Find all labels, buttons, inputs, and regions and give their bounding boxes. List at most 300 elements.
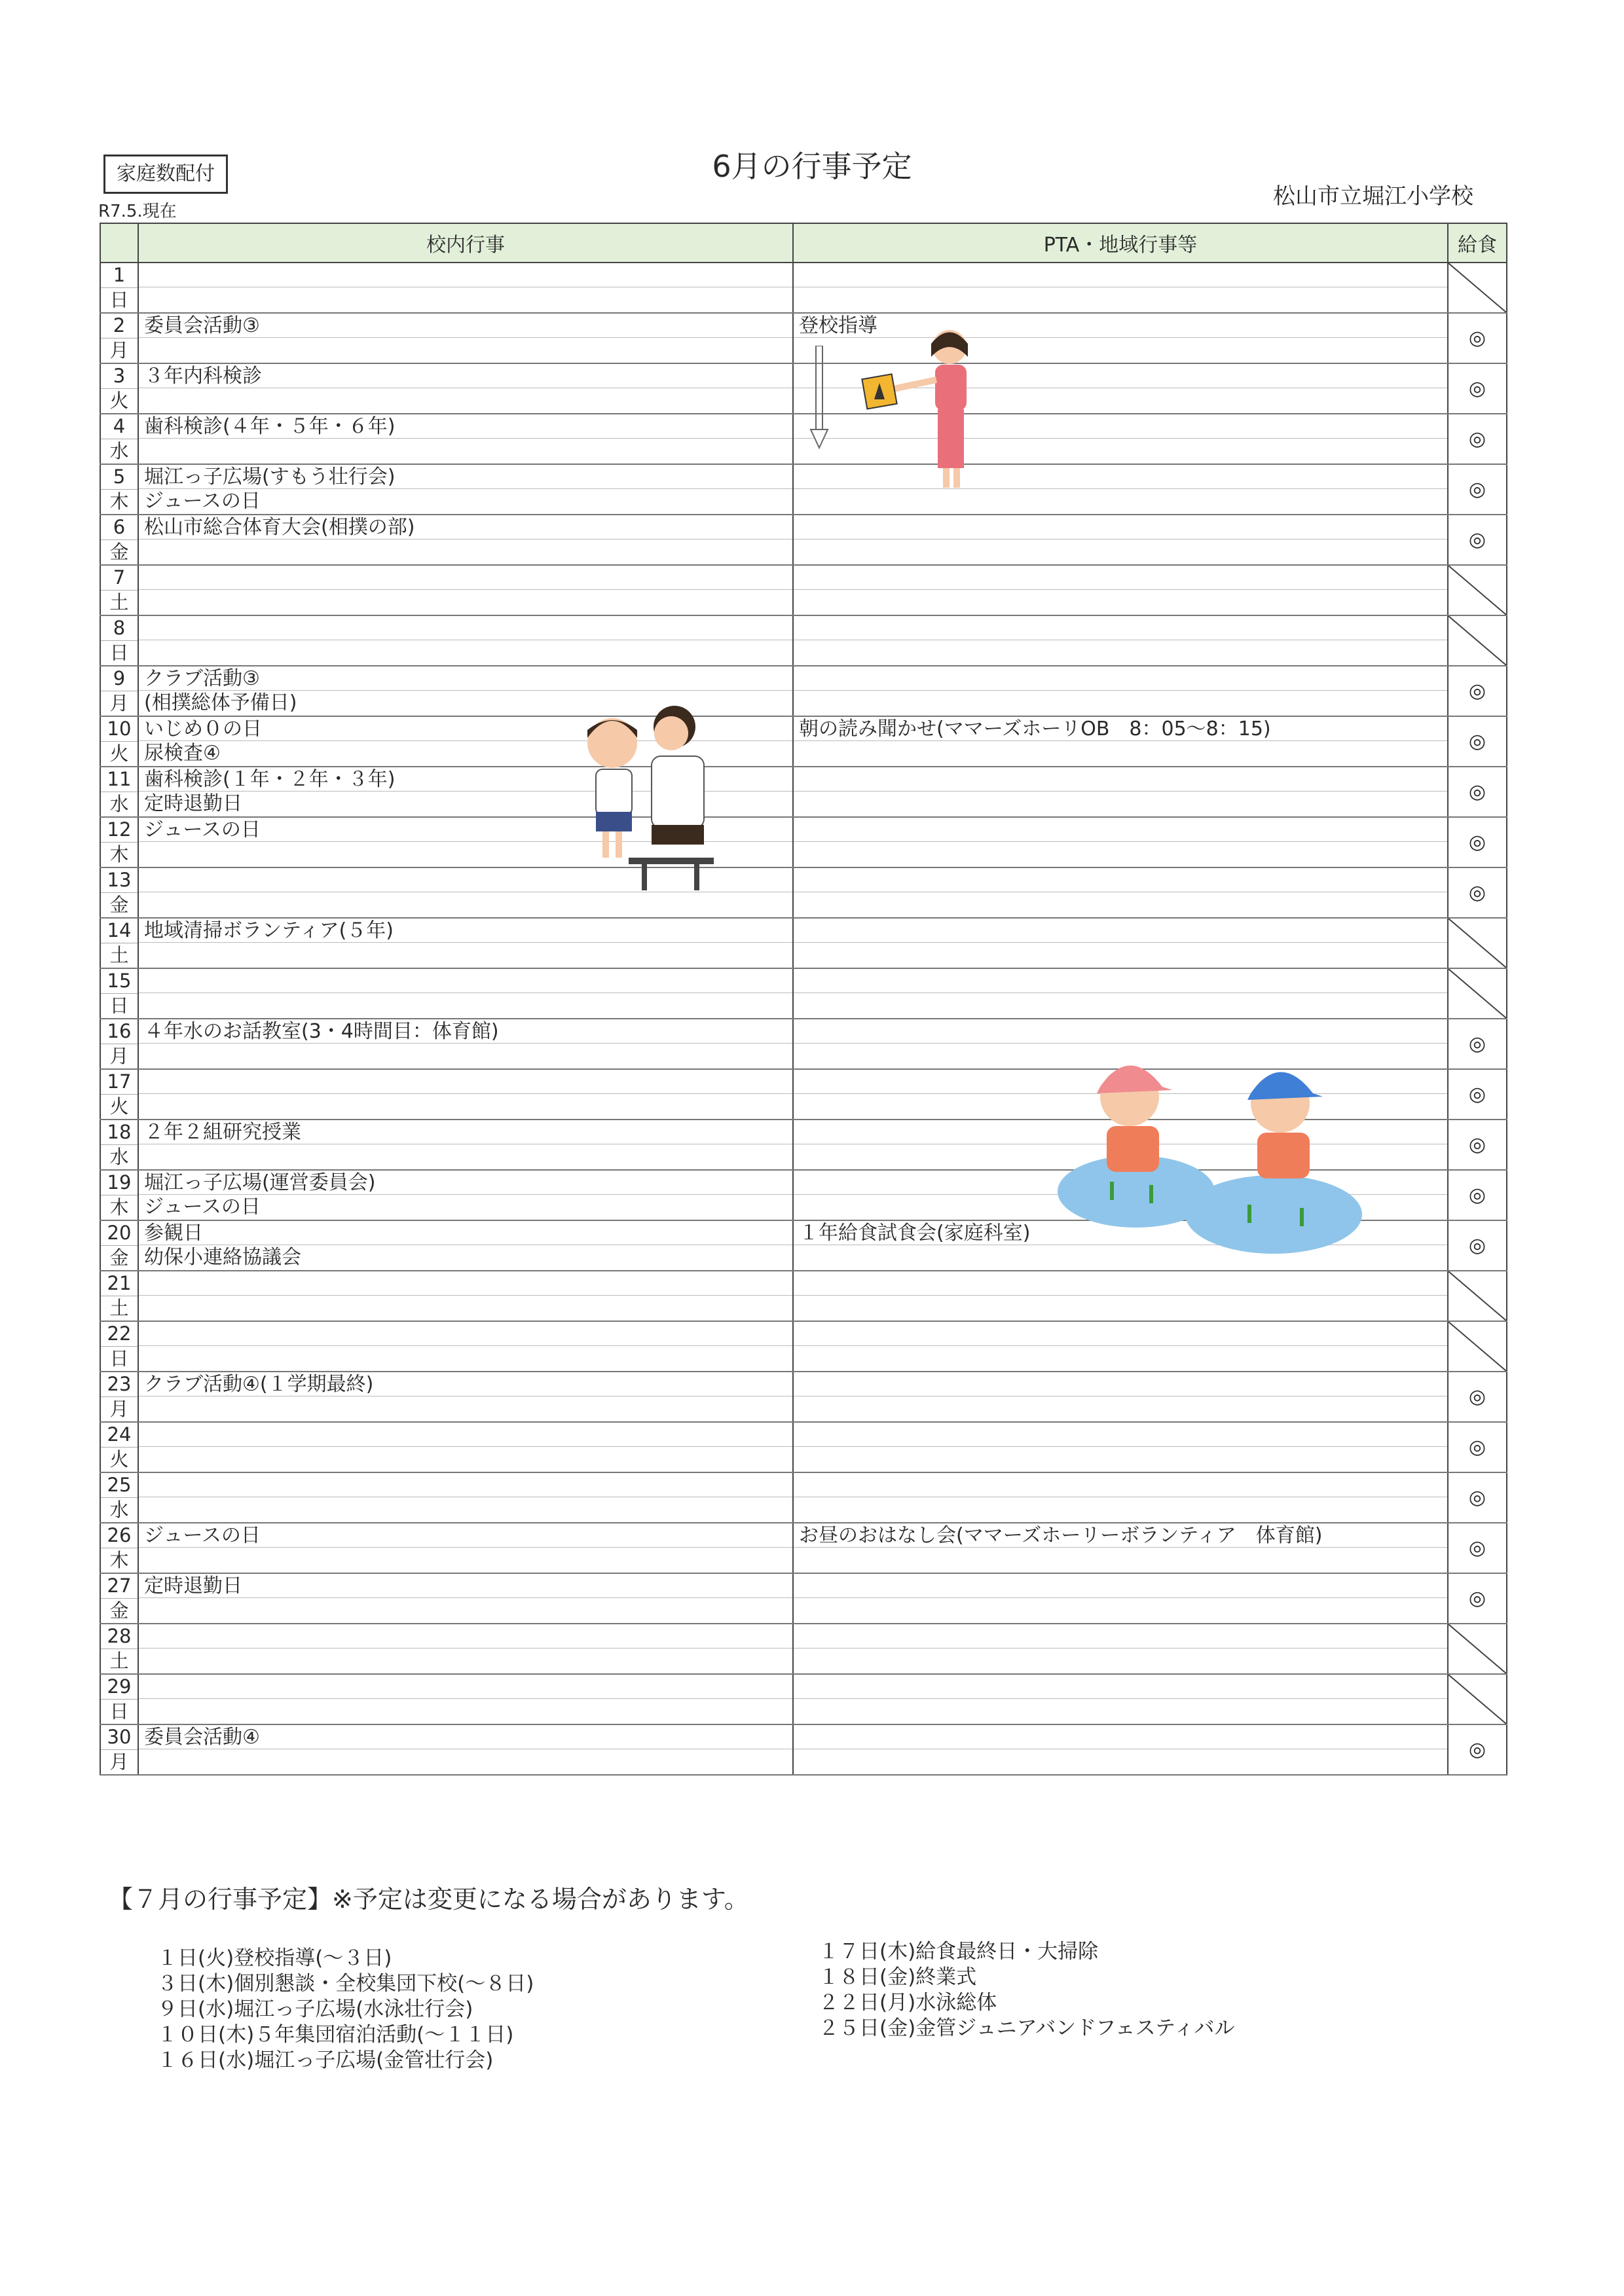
no-lunch-diagonal	[1448, 968, 1507, 1019]
lunch-served-mark: ◎	[1448, 464, 1507, 515]
no-lunch-diagonal	[1448, 263, 1507, 313]
blank-line	[139, 1094, 792, 1118]
day-cell	[100, 767, 138, 817]
day-number: 3	[101, 364, 138, 389]
table-row	[100, 1674, 1507, 1724]
day-number: 12	[101, 818, 138, 843]
july-schedule-left	[157, 1946, 534, 2073]
day-cell	[100, 1120, 138, 1170]
weekday: 日	[109, 1347, 129, 1370]
lunch-served-mark: ◎	[1448, 867, 1507, 918]
day-cell	[100, 1624, 138, 1674]
table-row	[100, 1422, 1507, 1472]
july-event: １７日(木)給食最終日・大掃除	[819, 1940, 1099, 1963]
blank-line	[139, 892, 792, 917]
day-number: 28	[101, 1624, 138, 1649]
school-event: ジュースの日	[144, 490, 261, 513]
school-event: 定時退勤日	[139, 1574, 792, 1598]
lunch-served-mark: ◎	[1448, 1170, 1507, 1220]
school-events-header: 校内行事	[138, 223, 793, 263]
blank-line	[794, 1598, 1447, 1622]
blank-line	[794, 842, 1447, 866]
weekday: 月	[109, 1751, 129, 1773]
school-events-cell	[138, 363, 793, 414]
pta-events-cell	[793, 716, 1448, 767]
blank-line	[139, 1649, 792, 1673]
school-events-cell	[138, 464, 793, 515]
day-number: 2	[101, 314, 138, 338]
lunch-served-mark: ◎	[1448, 363, 1507, 414]
blank-line	[794, 919, 1447, 943]
day-cell	[100, 615, 138, 666]
school-event: ４年水のお話教室(3・4時間目：体育館)	[139, 1019, 792, 1044]
day-cell	[100, 414, 138, 464]
blank-line	[139, 566, 792, 590]
day-number: 15	[101, 969, 138, 994]
school-events-cell	[138, 1019, 793, 1069]
pta-events-cell	[793, 1321, 1448, 1372]
school-lunch-header: 給食	[1448, 223, 1507, 263]
table-row	[100, 565, 1507, 615]
blank-line	[794, 892, 1447, 917]
day-cell	[100, 313, 138, 363]
blank-line	[794, 1649, 1447, 1673]
july-event: １日(火)登校指導(～３日)	[157, 1946, 392, 1970]
lunch-served-mark: ◎	[1448, 1422, 1507, 1472]
blank-line	[139, 338, 792, 362]
blank-line	[139, 388, 792, 412]
blank-line	[139, 1749, 792, 1774]
weekday: 月	[109, 692, 129, 714]
no-lunch-diagonal	[1448, 1271, 1507, 1321]
school-event: 委員会活動④	[139, 1725, 792, 1749]
july-event: １８日(金)終業式	[819, 1965, 977, 1989]
school-events-cell	[138, 1321, 793, 1372]
school-event: 歯科検診(１年・２年・３年)	[139, 767, 792, 792]
day-number: 25	[101, 1473, 138, 1498]
lunch-served-mark: ◎	[1448, 1220, 1507, 1271]
day-number: 10	[101, 717, 138, 742]
blank-line	[139, 263, 792, 287]
blank-line	[794, 1749, 1447, 1774]
blank-line	[139, 287, 792, 312]
blank-line	[794, 969, 1447, 993]
school-events-cell	[138, 1422, 793, 1472]
no-lunch-diagonal	[1448, 1321, 1507, 1372]
school-event: 参観日	[139, 1221, 792, 1245]
pta-events-cell	[793, 1422, 1448, 1472]
school-events-cell	[138, 515, 793, 565]
lunch-served-mark: ◎	[1448, 1724, 1507, 1775]
no-lunch-diagonal	[1448, 1624, 1507, 1674]
day-cell	[100, 1069, 138, 1120]
pta-events-cell	[793, 1674, 1448, 1724]
day-cell	[100, 1724, 138, 1775]
school-event: いじめ０の日	[139, 717, 792, 741]
day-cell	[100, 1523, 138, 1573]
no-lunch-diagonal	[1448, 1674, 1507, 1724]
lunch-served-mark: ◎	[1448, 313, 1507, 363]
day-number: 5	[101, 465, 138, 490]
pta-events-cell	[793, 918, 1448, 968]
lunch-served-mark: ◎	[1448, 1019, 1507, 1069]
pta-events-cell	[793, 1472, 1448, 1523]
blank-line	[794, 616, 1447, 640]
blank-line	[794, 1296, 1447, 1320]
lunch-served-mark: ◎	[1448, 716, 1507, 767]
day-cell	[100, 1220, 138, 1271]
school-events-cell	[138, 1573, 793, 1624]
pta-events-cell	[793, 867, 1448, 918]
blank-line	[794, 1322, 1447, 1346]
july-event: ２５日(金)金管ジュニアバンドフェスティバル	[819, 2016, 1235, 2040]
lunch-served-mark: ◎	[1448, 1523, 1507, 1573]
table-row	[100, 767, 1507, 817]
blank-line	[139, 1624, 792, 1649]
school-event: (相撲総体予備日)	[144, 691, 297, 714]
lunch-served-mark: ◎	[1448, 767, 1507, 817]
blank-line	[794, 1019, 1447, 1044]
weekday: 水	[109, 793, 129, 815]
schedule-table	[100, 223, 1507, 1776]
day-number: 4	[101, 414, 138, 439]
weekday: 月	[109, 339, 129, 361]
day-number: 26	[101, 1523, 138, 1548]
no-lunch-diagonal	[1448, 918, 1507, 968]
day-number: 17	[101, 1070, 138, 1095]
diagonal-line-icon	[1449, 566, 1506, 615]
diagonal-line-icon	[1449, 616, 1506, 665]
day-cell	[100, 363, 138, 414]
day-number: 19	[101, 1171, 138, 1195]
blank-line	[794, 1548, 1447, 1572]
pta-events-cell	[793, 263, 1448, 313]
blank-line	[794, 741, 1447, 765]
blank-line	[794, 1271, 1447, 1296]
blank-line	[139, 1473, 792, 1497]
blank-line	[139, 1548, 792, 1572]
blank-line	[139, 1044, 792, 1068]
table-row	[100, 1321, 1507, 1372]
day-cell	[100, 1170, 138, 1220]
school-events-cell	[138, 263, 793, 313]
school-event: 委員会活動③	[139, 314, 792, 338]
table-row	[100, 363, 1507, 414]
july-event: ３日(木)個別懇談・全校集団下校(～８日)	[157, 1972, 534, 1995]
blank-line	[139, 1070, 792, 1094]
school-event: ジュースの日	[139, 818, 792, 842]
pta-event: 登校指導	[794, 314, 1447, 338]
blank-line	[139, 640, 792, 665]
blank-line	[794, 1574, 1447, 1598]
school-event: 尿検査④	[144, 742, 221, 765]
day-cell	[100, 1674, 138, 1724]
school-events-cell	[138, 918, 793, 968]
school-event: クラブ活動④(１学期最終)	[139, 1372, 792, 1396]
blank-line	[139, 539, 792, 564]
table-row	[100, 1724, 1507, 1775]
blank-line	[794, 868, 1447, 892]
weekday: 日	[109, 1700, 129, 1722]
rice-planting-illustration	[1058, 1041, 1365, 1264]
weekday: 月	[109, 1398, 129, 1420]
weekday: 水	[109, 1499, 129, 1521]
blank-line	[794, 792, 1447, 816]
school-events-cell	[138, 1220, 793, 1271]
weekday: 水	[109, 440, 129, 462]
day-cell	[100, 716, 138, 767]
lunch-served-mark: ◎	[1448, 666, 1507, 716]
lunch-served-mark: ◎	[1448, 1372, 1507, 1422]
school-event: ジュースの日	[144, 1195, 261, 1218]
no-lunch-diagonal	[1448, 615, 1507, 666]
weekday: 日	[109, 289, 129, 311]
day-cell	[100, 1271, 138, 1321]
day-cell	[100, 1573, 138, 1624]
day-cell	[100, 1372, 138, 1422]
day-cell	[100, 1472, 138, 1523]
pta-event: １年給食試食会(家庭科室)	[794, 1221, 1447, 1245]
july-event: ９日(水)堀江っ子広場(水泳壮行会)	[157, 1997, 473, 2021]
blank-line	[794, 1396, 1447, 1421]
dental-checkup-illustration	[576, 697, 733, 894]
weekday: 金	[109, 894, 129, 916]
day-number: 20	[101, 1221, 138, 1246]
table-row	[100, 263, 1507, 313]
blank-line	[139, 1346, 792, 1370]
blank-line	[794, 1699, 1447, 1723]
crossing-guard-illustration	[851, 318, 1022, 507]
weekday: 金	[109, 1599, 129, 1622]
blank-line	[139, 439, 792, 463]
school-event: クラブ活動③	[139, 666, 792, 691]
lunch-served-mark: ◎	[1448, 1069, 1507, 1120]
school-event: 歯科検診(４年・５年・６年)	[139, 414, 792, 439]
page-title: 6月の行事予定	[712, 149, 912, 184]
weekday: 金	[109, 1247, 129, 1269]
school-name: 松山市立堀江小学校	[1273, 183, 1473, 210]
blank-line	[139, 969, 792, 993]
table-row	[100, 817, 1507, 867]
school-event: 定時退勤日	[144, 792, 242, 815]
blank-line	[139, 590, 792, 614]
pta-events-cell	[793, 968, 1448, 1019]
school-events-cell	[138, 313, 793, 363]
blank-line	[794, 993, 1447, 1017]
school-events-cell	[138, 1271, 793, 1321]
blank-line	[794, 1497, 1447, 1522]
school-event: 幼保小連絡協議会	[144, 1246, 301, 1269]
blank-line	[794, 666, 1447, 691]
day-cell	[100, 1422, 138, 1472]
table-row	[100, 1523, 1507, 1573]
weekday: 木	[109, 1196, 129, 1218]
day-number: 14	[101, 919, 138, 943]
school-event: 松山市総合体育大会(相撲の部)	[139, 515, 792, 539]
diagonal-line-icon	[1449, 1271, 1506, 1321]
day-number: 7	[101, 566, 138, 591]
lunch-served-mark: ◎	[1448, 414, 1507, 464]
weekday: 土	[109, 1297, 129, 1319]
blank-line	[794, 1725, 1447, 1749]
day-cell	[100, 1019, 138, 1069]
school-events-cell	[138, 1523, 793, 1573]
table-row	[100, 1624, 1507, 1674]
blank-line	[139, 1447, 792, 1471]
blank-line	[794, 1675, 1447, 1699]
table-row	[100, 464, 1507, 515]
blank-line	[794, 539, 1447, 564]
pta-events-cell	[793, 1271, 1448, 1321]
school-events-cell	[138, 1069, 793, 1120]
table-row	[100, 515, 1507, 565]
weekday: 月	[109, 1045, 129, 1067]
blank-line	[794, 1346, 1447, 1370]
pta-events-cell	[793, 1624, 1448, 1674]
school-events-cell	[138, 1120, 793, 1170]
pta-event: 朝の読み聞かせ(ママーズホーリOB 8：05～8：15)	[794, 717, 1447, 741]
day-number: 30	[101, 1725, 138, 1750]
blank-line	[139, 1144, 792, 1169]
day-cell	[100, 968, 138, 1019]
blank-line	[794, 1473, 1447, 1497]
school-event: 地域清掃ボランティア(５年)	[139, 919, 792, 943]
pta-events-cell	[793, 1523, 1448, 1573]
no-lunch-diagonal	[1448, 565, 1507, 615]
school-event: ２年２組研究授業	[139, 1120, 792, 1144]
pta-events-cell	[793, 1724, 1448, 1775]
blank-line	[139, 1675, 792, 1699]
blank-line	[794, 1423, 1447, 1447]
day-number: 18	[101, 1120, 138, 1145]
day-number: 1	[101, 263, 138, 288]
blank-line	[794, 691, 1447, 715]
school-events-cell	[138, 1674, 793, 1724]
table-row	[100, 313, 1507, 363]
blank-line	[139, 993, 792, 1017]
table-row	[100, 1472, 1507, 1523]
pta-events-cell	[793, 817, 1448, 867]
blank-line	[139, 616, 792, 640]
table-row	[100, 1372, 1507, 1422]
day-number: 9	[101, 666, 138, 691]
weekday: 火	[109, 390, 129, 412]
table-row	[100, 1573, 1507, 1624]
day-number: 27	[101, 1574, 138, 1599]
blank-line	[139, 1322, 792, 1346]
pta-events-cell	[793, 515, 1448, 565]
day-cell	[100, 263, 138, 313]
school-events-cell	[138, 1472, 793, 1523]
day-number: 6	[101, 515, 138, 540]
blank-line	[139, 943, 792, 967]
school-events-cell	[138, 565, 793, 615]
weekday: 日	[109, 994, 129, 1017]
diagonal-line-icon	[1449, 1675, 1506, 1724]
day-cell	[100, 918, 138, 968]
pta-events-cell	[793, 666, 1448, 716]
down-arrow-icon	[809, 346, 829, 450]
day-number: 23	[101, 1372, 138, 1397]
weekday: 木	[109, 1549, 129, 1571]
pta-events-cell	[793, 565, 1448, 615]
blank-line	[139, 1699, 792, 1723]
school-events-cell	[138, 615, 793, 666]
school-events-cell	[138, 1170, 793, 1220]
blank-line	[794, 566, 1447, 590]
school-event: ３年内科検診	[139, 364, 792, 388]
day-cell	[100, 515, 138, 565]
day-number: 29	[101, 1675, 138, 1700]
weekday: 土	[109, 944, 129, 966]
school-events-cell	[138, 968, 793, 1019]
july-event: ２２日(月)水泳総体	[819, 1991, 997, 2014]
day-number: 16	[101, 1019, 138, 1044]
day-cell	[100, 666, 138, 716]
blank-line	[139, 1396, 792, 1421]
july-schedule-right	[819, 1939, 1235, 2041]
blank-line	[139, 1497, 792, 1522]
school-events-cell	[138, 1624, 793, 1674]
school-events-cell	[138, 414, 793, 464]
blank-line	[794, 515, 1447, 539]
pta-events-header: PTA・地域行事等	[793, 223, 1448, 263]
diagonal-line-icon	[1449, 919, 1506, 968]
weekday: 水	[109, 1146, 129, 1168]
lunch-served-mark: ◎	[1448, 1120, 1507, 1170]
blank-line	[794, 263, 1447, 287]
table-row	[100, 666, 1507, 716]
july-event: １０日(木)５年集団宿泊活動(～１１日)	[157, 2023, 514, 2047]
july-schedule-title: 【７月の行事予定】※予定は変更になる場合があります。	[108, 1885, 749, 1914]
diagonal-line-icon	[1449, 1624, 1506, 1673]
weekday: 火	[109, 742, 129, 765]
school-events-cell	[138, 1724, 793, 1775]
weekday: 木	[109, 843, 129, 866]
weekday: 火	[109, 1448, 129, 1470]
day-number: 24	[101, 1423, 138, 1448]
blank-line	[794, 640, 1447, 665]
weekday: 木	[109, 490, 129, 513]
schedule-body	[100, 263, 1507, 1775]
blank-line	[794, 767, 1447, 792]
table-row	[100, 716, 1507, 767]
blank-line	[794, 590, 1447, 614]
table-row	[100, 1271, 1507, 1321]
table-header-row	[100, 223, 1507, 263]
pta-event: お昼のおはなし会(ママーズホーリーボランティア 体育館)	[794, 1523, 1447, 1548]
weekday: 土	[109, 1650, 129, 1672]
day-cell	[100, 464, 138, 515]
table-row	[100, 968, 1507, 1019]
day-cell	[100, 817, 138, 867]
pta-events-cell	[793, 615, 1448, 666]
diagonal-line-icon	[1449, 1322, 1506, 1371]
diagonal-line-icon	[1449, 969, 1506, 1018]
pta-events-cell	[793, 767, 1448, 817]
school-event: ジュースの日	[139, 1523, 792, 1548]
school-event: 堀江っ子広場(運営委員会)	[139, 1171, 792, 1195]
lunch-served-mark: ◎	[1448, 1573, 1507, 1624]
day-number: 21	[101, 1271, 138, 1296]
day-number: 22	[101, 1322, 138, 1347]
weekday: 火	[109, 1095, 129, 1118]
pta-events-cell	[793, 1573, 1448, 1624]
blank-line	[794, 1372, 1447, 1396]
table-row	[100, 414, 1507, 464]
july-event: １６日(水)堀江っ子広場(金管壮行会)	[157, 2049, 494, 2072]
lunch-served-mark: ◎	[1448, 515, 1507, 565]
